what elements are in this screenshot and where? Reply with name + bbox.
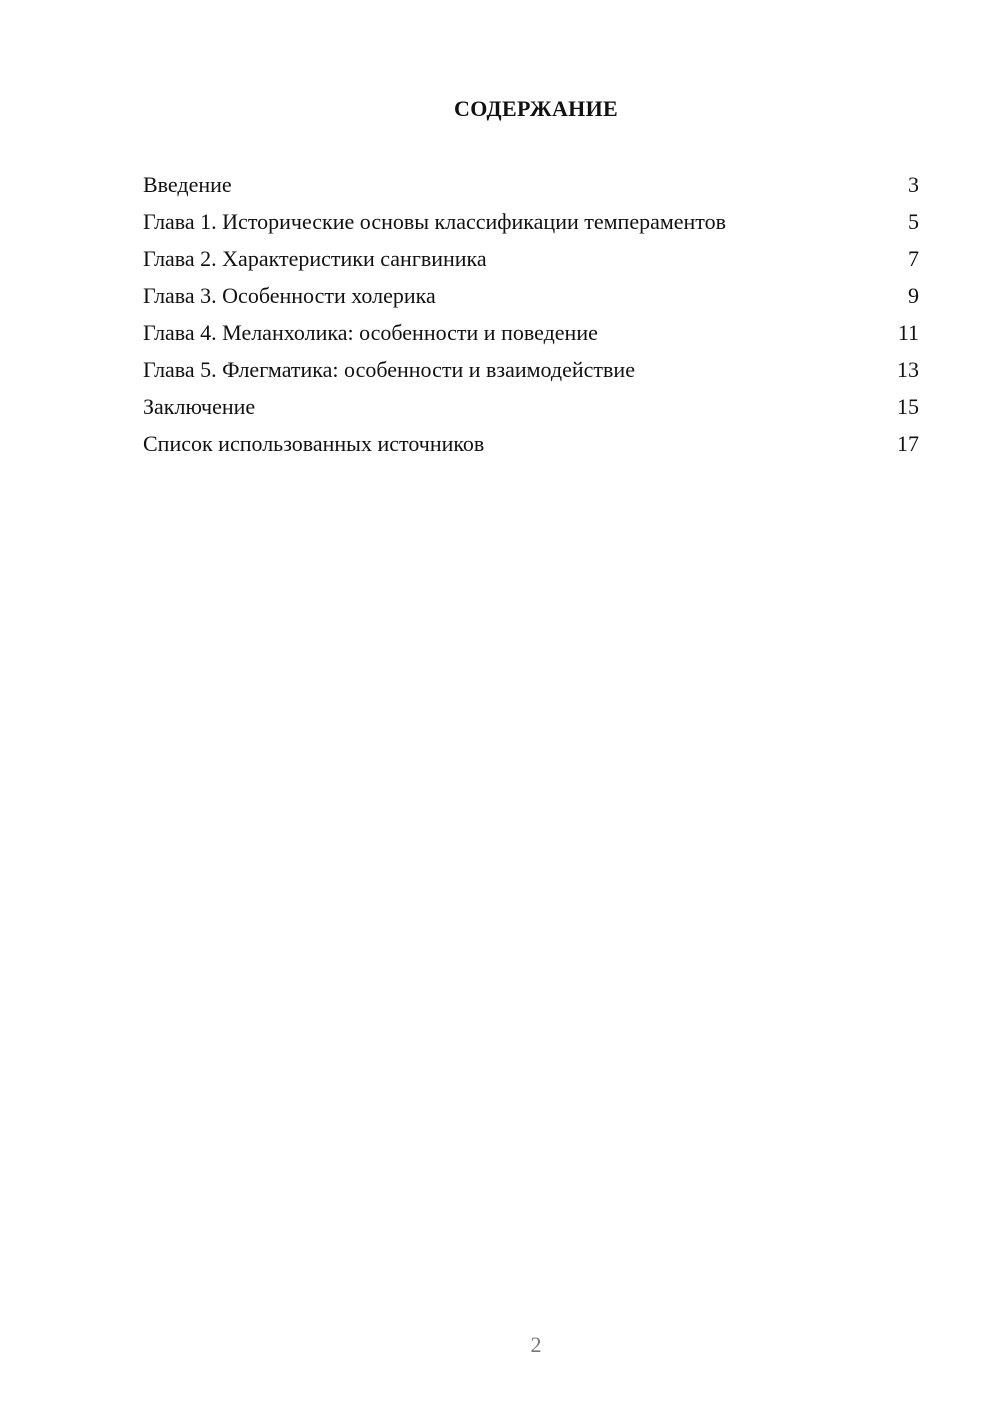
toc-entry-label: Список использованных источников (143, 431, 485, 456)
toc-entry-page: 7 (908, 246, 919, 271)
toc-entry-label: Глава 3. Особенности холерика (143, 283, 436, 308)
toc-entry-conclusion[interactable] (143, 392, 919, 429)
toc-entry-chapter-4[interactable] (143, 318, 919, 355)
toc-entry-label: Заключение (143, 394, 256, 419)
toc-entry-page: 17 (897, 431, 919, 456)
toc-entry-label: Глава 4. Меланхолика: особенности и поведение (143, 320, 598, 345)
toc-entry-page: 13 (897, 357, 919, 382)
toc-entry-chapter-5[interactable] (143, 355, 919, 392)
toc-entry-page: 3 (908, 172, 919, 197)
toc-entry-label: Глава 1. Исторические основы классификации темпераментов (143, 209, 727, 234)
toc-entry-page: 9 (908, 283, 919, 308)
toc-entry-page: 15 (897, 394, 919, 419)
table-of-contents (143, 170, 919, 466)
toc-entry-page: 5 (908, 209, 919, 234)
page-title: СОДЕРЖАНИЕ (454, 96, 618, 121)
page-number: 2 (530, 1332, 542, 1357)
toc-entry-label: Глава 5. Флегматика: особенности и взаимодействие (143, 357, 635, 382)
toc-entry-introduction[interactable] (143, 170, 919, 207)
toc-entry-label: Введение (143, 172, 232, 197)
toc-entry-chapter-2[interactable] (143, 244, 919, 281)
toc-entry-references[interactable] (143, 429, 919, 466)
toc-entry-chapter-3[interactable] (143, 281, 919, 318)
toc-entry-page: 11 (897, 320, 919, 345)
toc-entry-chapter-1[interactable] (143, 207, 919, 244)
toc-entry-label: Глава 2. Характеристики сангвиника (143, 246, 487, 271)
